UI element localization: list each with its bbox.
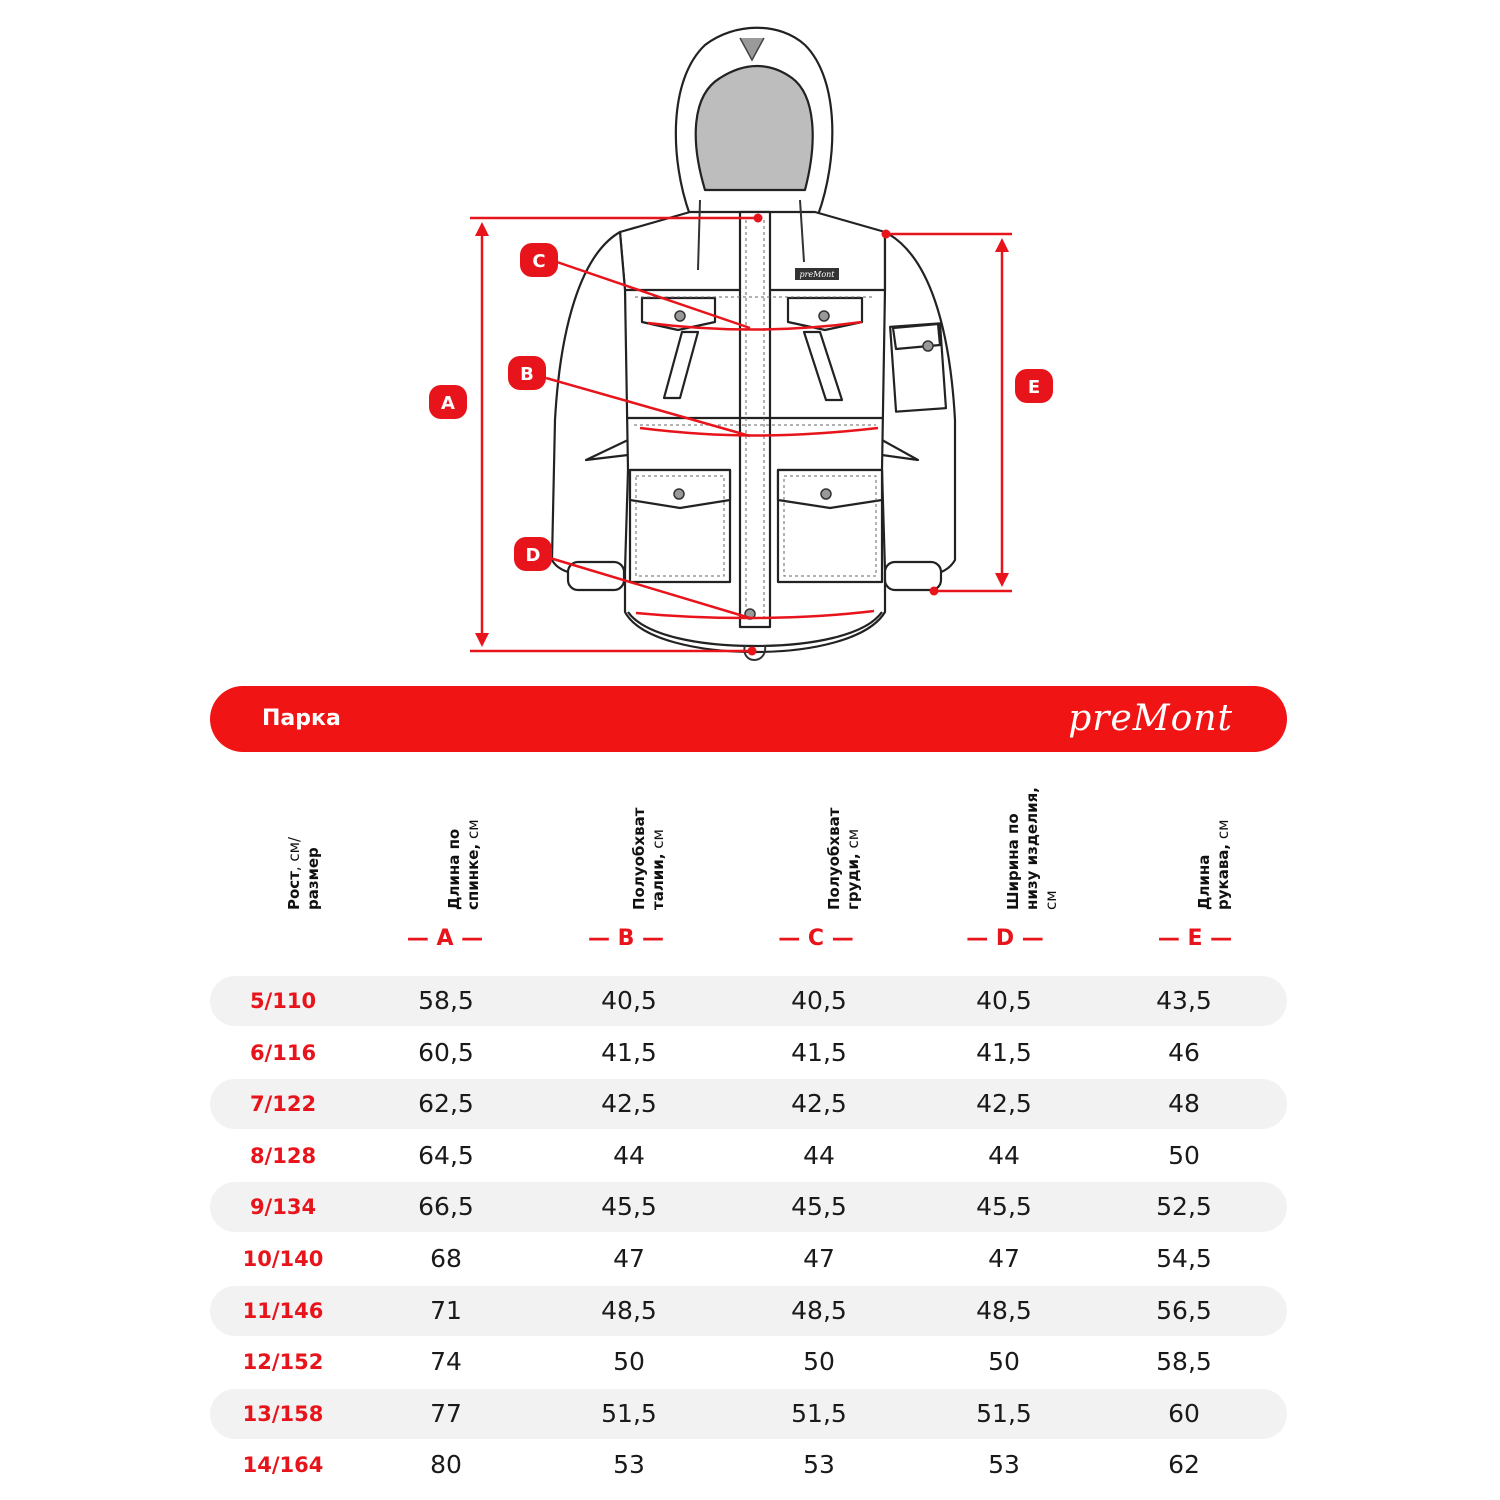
value-cell: 68	[430, 1244, 462, 1273]
value-cell: 48,5	[791, 1295, 847, 1325]
table-row	[210, 1440, 1287, 1490]
value-cell: 44	[613, 1140, 645, 1170]
size-cell: 9/134	[249, 1195, 317, 1220]
value-cell: 44	[988, 1140, 1020, 1170]
svg-text:D: D	[525, 545, 541, 566]
value-cell: 50	[1168, 1140, 1200, 1170]
column-letter-e: — E —	[1157, 926, 1233, 951]
table-row	[210, 1286, 1287, 1336]
table-row	[210, 1028, 1287, 1078]
value-cell: 45,5	[976, 1192, 1032, 1222]
size-cell: 13/158	[242, 1401, 324, 1426]
value-cell: 40,5	[976, 986, 1032, 1015]
column-letter-c: — C —	[778, 926, 854, 951]
value-cell: 45,5	[601, 1192, 657, 1222]
value-cell: 51,5	[791, 1398, 847, 1428]
value-cell: 45,5	[791, 1192, 847, 1222]
header-hem-width: Ширина по низу изделия, см	[1004, 787, 1060, 910]
header-back-length: Длина по спинке, см	[445, 819, 482, 910]
size-cell: 5/110	[249, 989, 317, 1013]
value-cell: 53	[803, 1450, 835, 1480]
value-cell: 46	[1168, 1037, 1200, 1067]
value-cell: 50	[613, 1347, 645, 1377]
svg-text:B: B	[520, 364, 534, 385]
value-cell: 40,5	[601, 986, 657, 1015]
size-cell: 7/122	[249, 1092, 317, 1117]
table-row	[210, 1234, 1287, 1284]
table-row	[210, 1079, 1287, 1129]
header-chest: Полуобхват груди, см	[825, 807, 862, 910]
table-row	[210, 976, 1287, 1026]
label-e-badge	[1015, 369, 1053, 403]
value-cell: 47	[613, 1244, 645, 1273]
value-cell: 77	[430, 1398, 462, 1428]
label-c-badge	[520, 243, 558, 277]
value-cell: 71	[430, 1295, 462, 1325]
value-cell: 60	[1168, 1398, 1200, 1428]
value-cell: 51,5	[601, 1398, 657, 1428]
value-cell: 54,5	[1156, 1244, 1212, 1273]
value-cell: 62	[1168, 1450, 1200, 1480]
value-cell: 48,5	[976, 1295, 1032, 1325]
svg-text:C: C	[532, 251, 546, 272]
svg-text:A: A	[441, 393, 455, 414]
value-cell: 42,5	[601, 1089, 657, 1119]
header-height-size: Рост, см/ размер	[285, 836, 322, 910]
value-cell: 41,5	[601, 1037, 657, 1067]
table-row	[210, 1389, 1287, 1439]
size-cell: 6/116	[249, 1040, 317, 1065]
label-a-badge	[429, 385, 467, 419]
value-cell: 50	[988, 1347, 1020, 1377]
column-letter-b: — B —	[587, 926, 665, 951]
value-cell: 41,5	[976, 1037, 1032, 1067]
value-cell: 60,5	[418, 1037, 474, 1067]
column-letter-d: — D —	[966, 926, 1044, 951]
table-row	[210, 1337, 1287, 1387]
size-cell: 11/146	[242, 1298, 324, 1323]
value-cell: 50	[803, 1347, 835, 1377]
value-cell: 53	[988, 1450, 1020, 1480]
product-title: Парка	[262, 706, 341, 731]
value-cell: 74	[430, 1347, 462, 1377]
label-b-badge	[508, 356, 546, 390]
table-row	[210, 1131, 1287, 1181]
jacket-label: preMont	[799, 270, 835, 279]
value-cell: 40,5	[791, 986, 847, 1015]
value-cell: 41,5	[791, 1037, 847, 1067]
value-cell: 47	[988, 1244, 1020, 1273]
table-row	[210, 1182, 1287, 1232]
value-cell: 44	[803, 1140, 835, 1170]
value-cell: 48	[1168, 1089, 1200, 1119]
value-cell: 47	[803, 1244, 835, 1273]
value-cell: 66,5	[418, 1192, 474, 1222]
column-letter-a: — A —	[406, 926, 484, 951]
value-cell: 80	[430, 1450, 462, 1480]
header-waist: Полуобхват талии, см	[630, 807, 667, 910]
label-d-badge	[514, 537, 552, 571]
size-cell: 12/152	[242, 1350, 324, 1375]
value-cell: 43,5	[1156, 986, 1212, 1015]
value-cell: 64,5	[418, 1140, 474, 1170]
size-cell: 14/164	[242, 1453, 324, 1478]
size-cell: 10/140	[242, 1247, 324, 1271]
title-banner	[210, 686, 1287, 752]
size-cell: 8/128	[249, 1143, 317, 1168]
value-cell: 48,5	[601, 1295, 657, 1325]
value-cell: 42,5	[976, 1089, 1032, 1119]
svg-text:E: E	[1027, 377, 1041, 398]
value-cell: 52,5	[1156, 1192, 1212, 1222]
brand-logo: preMont	[1068, 698, 1233, 739]
value-cell: 58,5	[1156, 1347, 1212, 1377]
value-cell: 51,5	[976, 1398, 1032, 1428]
value-cell: 58,5	[418, 986, 474, 1015]
value-cell: 62,5	[418, 1089, 474, 1119]
value-cell: 56,5	[1156, 1295, 1212, 1325]
header-sleeve-length: Длина рукава, см	[1195, 819, 1232, 910]
value-cell: 53	[613, 1450, 645, 1480]
parka-measurement-diagram	[0, 0, 1500, 680]
value-cell: 42,5	[791, 1089, 847, 1119]
